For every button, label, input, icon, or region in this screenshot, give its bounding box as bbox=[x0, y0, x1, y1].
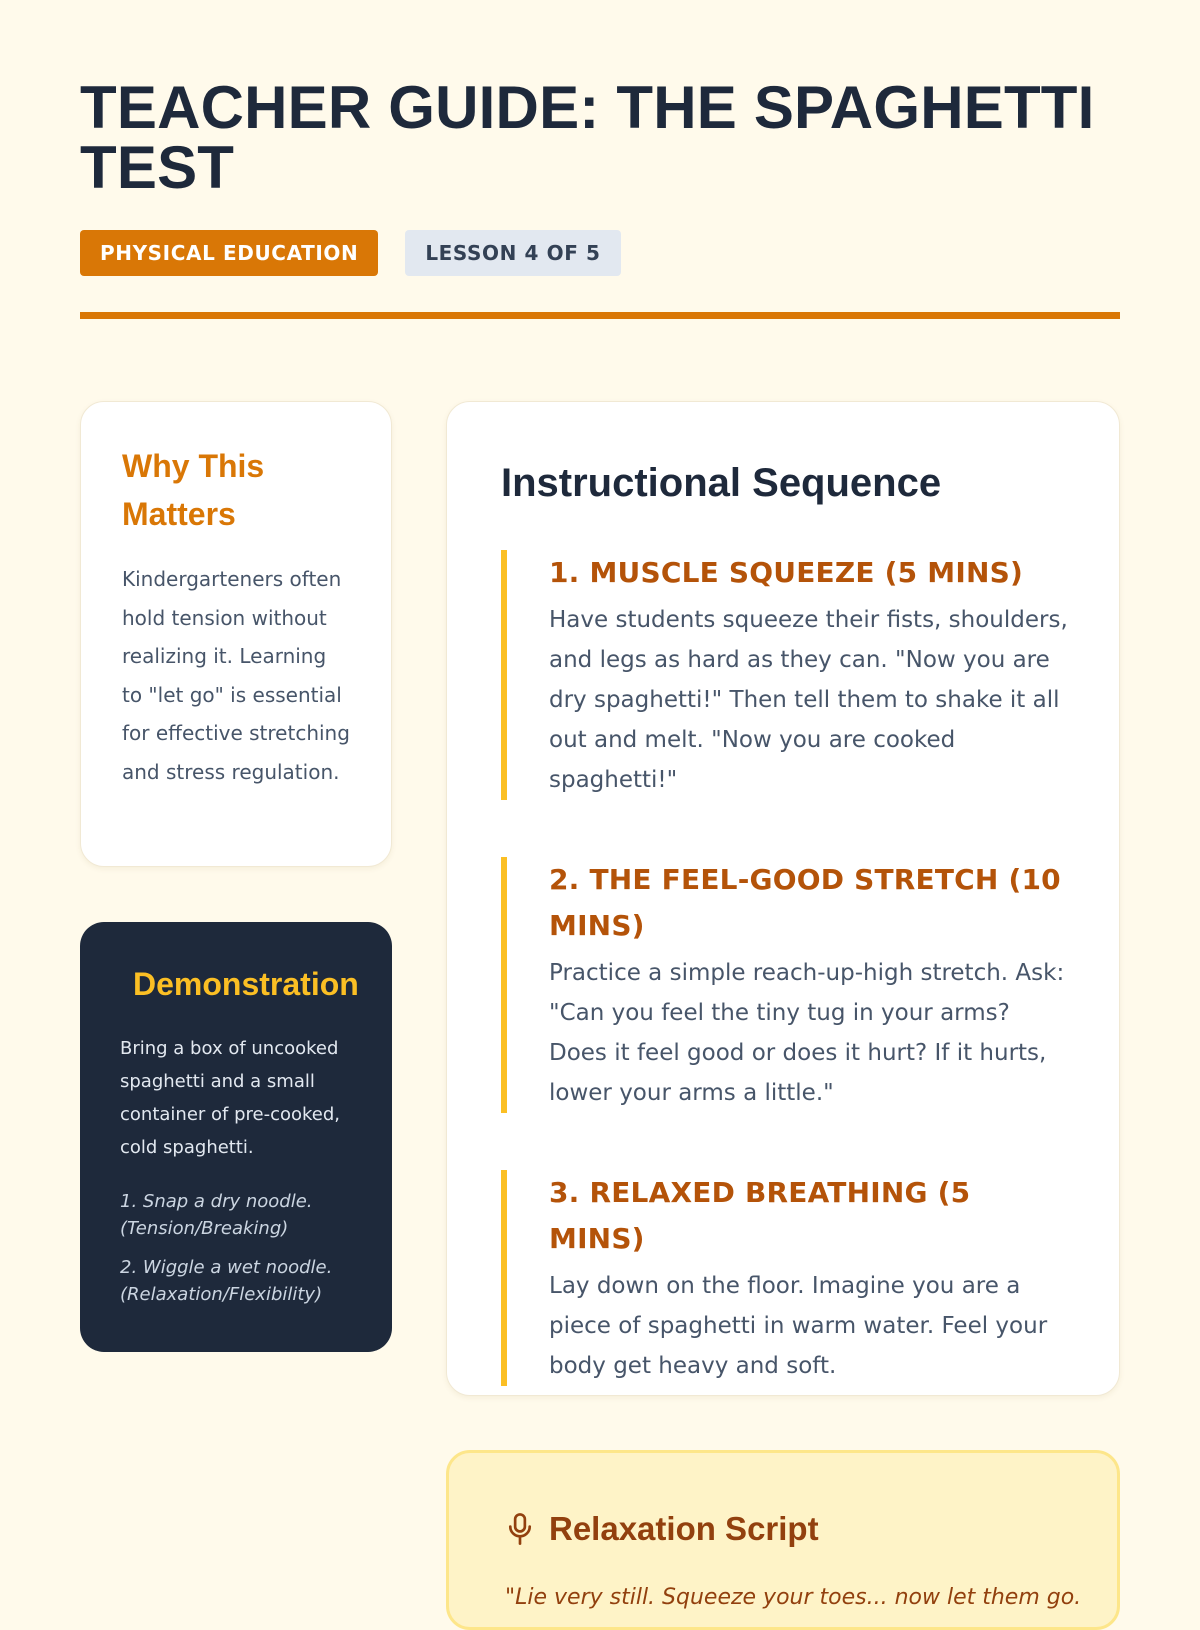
step-body: Practice a simple reach-up-high stretch. Ask: "Can you feel the tiny tug in your arms? Does it feel good or does it hurt? If it hurts, lower your arms a little." bbox=[549, 960, 1065, 1106]
sequence-step bbox=[501, 1170, 1069, 1386]
step-heading: 2. THE FEEL-GOOD STRETCH (10 MINS) bbox=[549, 863, 1061, 942]
step-heading: 1. MUSCLE SQUEEZE (5 MINS) bbox=[549, 556, 1023, 589]
sequence-step bbox=[501, 550, 1069, 800]
demo-step: 2. Wiggle a wet noodle. (Relaxation/Flexibility) bbox=[120, 1257, 333, 1305]
lesson-badge: LESSON 4 OF 5 bbox=[405, 230, 620, 276]
page-title: TEACHER GUIDE: THE SPAGHETTI TEST bbox=[80, 74, 1095, 201]
script-title: Relaxation Script bbox=[549, 1510, 819, 1547]
step-body: Lay down on the floor. Imagine you are a piece of spaghetti in warm water. Feel your body get heavy and soft. bbox=[549, 1273, 1048, 1379]
demonstration-card bbox=[80, 922, 392, 1352]
instructional-sequence-card bbox=[446, 401, 1120, 1396]
header-divider bbox=[80, 312, 1120, 319]
demo-intro: Bring a box of uncooked spaghetti and a small container of pre-cooked, cold spaghetti. bbox=[120, 1038, 341, 1158]
microphone-icon bbox=[505, 1512, 535, 1546]
badge-row bbox=[80, 230, 1120, 276]
why-this-matters-card bbox=[80, 401, 392, 867]
header bbox=[80, 74, 1120, 276]
script-header bbox=[505, 1509, 819, 1549]
step-heading: 3. RELAXED BREATHING (5 MINS) bbox=[549, 1176, 971, 1255]
step-body: Have students squeeze their fists, shoulders, and legs as hard as they can. "Now you are dry spaghetti!" Then tell them to shake it all out and melt. "Now you are cooked spaghetti!" bbox=[549, 607, 1068, 793]
why-body: Kindergarteners often hold tension without realizing it. Learning to "let go" is essential for effective stretching and stress regulation. bbox=[122, 567, 350, 784]
demo-step: 1. Snap a dry noodle. (Tension/Breaking) bbox=[120, 1191, 313, 1239]
why-title: Why This Matters bbox=[122, 448, 265, 532]
relaxation-script-card bbox=[446, 1450, 1120, 1630]
sequence-title: Instructional Sequence bbox=[501, 461, 942, 505]
demo-title: Demonstration bbox=[133, 966, 359, 1002]
subject-badge: PHYSICAL EDUCATION bbox=[80, 230, 378, 276]
sequence-step bbox=[501, 857, 1069, 1113]
page bbox=[80, 0, 1120, 1610]
demo-steps bbox=[120, 1188, 372, 1308]
script-body: "Lie very still. Squeeze your toes... now let them go. bbox=[505, 1585, 1082, 1610]
